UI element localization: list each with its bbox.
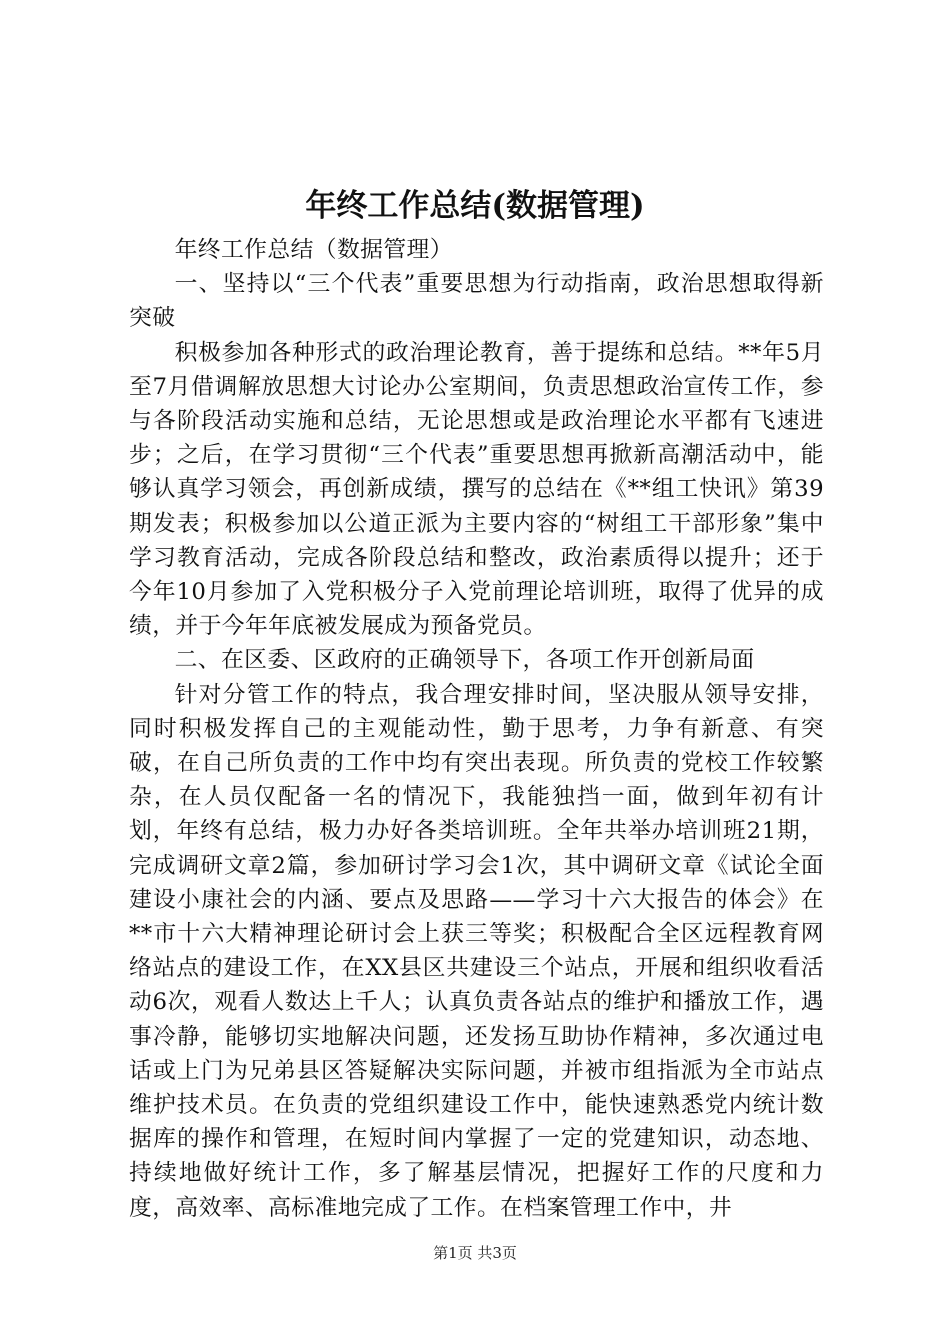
body-paragraph-heading: 年终工作总结（数据管理） — [174, 237, 453, 263]
document-body — [129, 233, 824, 1225]
section-heading-1: 一、坚持以“三个代表”重要思想为行动指南，政治思想取得新突破 — [129, 271, 824, 332]
document-title: 年终工作总结(数据管理) — [305, 188, 645, 224]
page-number-footer: 第1页 共3页 — [433, 1244, 517, 1262]
body-paragraph: 针对分管工作的特点，我合理安排时间，坚决服从领导安排，同时积极发挥自己的主观能动性，勤于思考，力争有新意、有突破，在自己所负责的工作中均有突出表现。所负责的党校工作较繁杂，在人员仅配备一名的情况下，我能独挡一面，做到年初有计划，年终有总结，极力办好各类培训班。全年共举办培训班21期，完成调研文章2篇，参加研讨学习会1次，其中调研文章《试论全面建设小康社会的内涵、要点及思路——学习十六大报告的体会》在**市十六大精神理论研讨会上获三等奖；积极配合全区远程教育网络站点的建设工作，在XX县区共建设三个站点，开展和组织收看活动6次，观看人数达上千人；认真负责各站点的维护和播放工作，遇事冷静，能够切实地解决问题，还发扬互助协作精神，多次通过电话或上门为兄弟县区答疑解决实际问题，并被市组指派为全市站点维护技术员。在负责的党组织建设工作中，能快速熟悉党内统计数据库的操作和管理，在短时间内掌握了一定的党建知识，动态地、持续地做好统计工作，多了解基层情况，把握好工作的尺度和力度，高效率、高标准地完成了工作。在档案管理工作中，井 — [129, 681, 824, 1221]
section-heading-2: 二、在区委、区政府的正确领导下，各项工作开创新局面 — [174, 647, 755, 674]
body-paragraph: 积极参加各种形式的政治理论教育，善于提练和总结。**年5月至7月借调解放思想大讨论办公室期间，负责思想政治宣传工作，参与各阶段活动实施和总结，无论思想或是政治理论水平都有飞速进步；之后，在学习贯彻“三个代表”重要思想再掀新高潮活动中，能够认真学习领会，再创新成绩，撰写的总结在《**组工快讯》第39期发表；积极参加以公道正派为主要内容的“树组工干部形象”集中学习教育活动，完成各阶段总结和整改，政治素质得以提升；还于今年10月参加了入党积极分子入党前理论培训班，取得了优异的成绩，并于今年年底被发展成为预备党员。 — [129, 339, 824, 640]
